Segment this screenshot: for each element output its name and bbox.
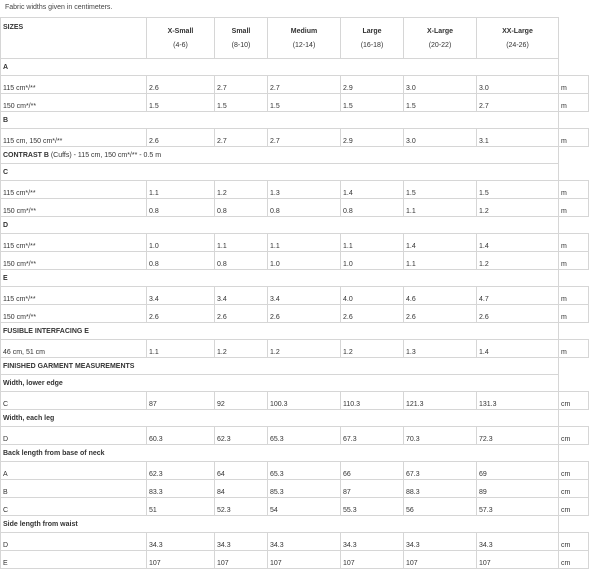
table-cell: 107 bbox=[404, 551, 477, 569]
table-cell: 1.0 bbox=[341, 252, 404, 270]
unit-cell: m bbox=[559, 234, 589, 252]
table-cell: 1.1 bbox=[268, 234, 341, 252]
size-column-header bbox=[477, 18, 559, 59]
unit-cell: m bbox=[559, 94, 589, 112]
size-column-header bbox=[215, 18, 268, 59]
row-label: A bbox=[1, 462, 147, 480]
section-label bbox=[1, 516, 559, 533]
unit-cell: m bbox=[559, 199, 589, 217]
section-label bbox=[1, 410, 559, 427]
unit-blank bbox=[559, 375, 589, 392]
row-label: 115 cm, 150 cm*/** bbox=[1, 129, 147, 147]
table-cell: 66 bbox=[341, 462, 404, 480]
row-label: 150 cm*/** bbox=[1, 305, 147, 323]
table-cell: 1.3 bbox=[268, 181, 341, 199]
table-row bbox=[1, 392, 589, 410]
table-cell: 34.3 bbox=[268, 533, 341, 551]
table-row bbox=[1, 76, 589, 94]
unit-cell: m bbox=[559, 252, 589, 270]
table-cell: 54 bbox=[268, 498, 341, 516]
table-cell: 3.4 bbox=[215, 287, 268, 305]
size-range: (20-22) bbox=[428, 41, 452, 49]
table-cell: 107 bbox=[477, 551, 559, 569]
table-cell: 34.3 bbox=[404, 533, 477, 551]
table-cell: 92 bbox=[215, 392, 268, 410]
table-cell: 67.3 bbox=[341, 427, 404, 445]
table-cell: 1.2 bbox=[341, 340, 404, 358]
table-cell: 2.6 bbox=[341, 305, 404, 323]
table-cell: 57.3 bbox=[477, 498, 559, 516]
row-label: 46 cm, 51 cm bbox=[1, 340, 147, 358]
row-label: 150 cm*/** bbox=[1, 94, 147, 112]
table-cell: 2.7 bbox=[215, 76, 268, 94]
table-cell: 34.3 bbox=[215, 533, 268, 551]
table-cell: 107 bbox=[215, 551, 268, 569]
size-name: X-Small bbox=[167, 27, 194, 35]
unit-cell: m bbox=[559, 181, 589, 199]
table-cell: 1.3 bbox=[404, 340, 477, 358]
table-cell: 2.6 bbox=[477, 305, 559, 323]
section-row bbox=[1, 323, 589, 340]
size-range: (8-10) bbox=[231, 41, 251, 49]
table-cell: 1.5 bbox=[404, 94, 477, 112]
unit-blank bbox=[559, 358, 589, 375]
section-row bbox=[1, 217, 589, 234]
unit-cell: cm bbox=[559, 533, 589, 551]
table-cell: 1.5 bbox=[341, 94, 404, 112]
table-cell: 55.3 bbox=[341, 498, 404, 516]
table-cell: 1.5 bbox=[477, 181, 559, 199]
size-name: Medium bbox=[290, 27, 318, 35]
unit-blank bbox=[559, 112, 589, 129]
row-label: C bbox=[1, 392, 147, 410]
table-cell: 60.3 bbox=[147, 427, 215, 445]
table-cell: 72.3 bbox=[477, 427, 559, 445]
section-row bbox=[1, 445, 589, 462]
table-cell: 1.1 bbox=[341, 234, 404, 252]
table-row bbox=[1, 305, 589, 323]
table-cell: 1.2 bbox=[215, 340, 268, 358]
unit-blank bbox=[559, 217, 589, 234]
table-cell: 2.7 bbox=[477, 94, 559, 112]
unit-cell: cm bbox=[559, 392, 589, 410]
size-range: (24-26) bbox=[506, 41, 529, 49]
section-note: (Cuffs) - 115 cm, 150 cm*/** - 0.5 m bbox=[48, 151, 162, 159]
table-cell: 1.5 bbox=[215, 94, 268, 112]
size-range: (4-6) bbox=[173, 41, 188, 49]
row-label: C bbox=[1, 498, 147, 516]
size-name: Large bbox=[362, 27, 382, 35]
table-cell: 1.4 bbox=[477, 234, 559, 252]
table-cell: 1.2 bbox=[215, 181, 268, 199]
table-cell: 2.9 bbox=[341, 76, 404, 94]
table-cell: 51 bbox=[147, 498, 215, 516]
size-range: (12-14) bbox=[292, 41, 316, 49]
section-label bbox=[1, 445, 559, 462]
table-cell: 1.5 bbox=[147, 94, 215, 112]
table-cell: 62.3 bbox=[215, 427, 268, 445]
section-label bbox=[1, 164, 559, 181]
table-cell: 2.7 bbox=[268, 76, 341, 94]
table-cell: 84 bbox=[215, 480, 268, 498]
section-label bbox=[1, 358, 559, 375]
table-cell: 1.1 bbox=[404, 252, 477, 270]
table-cell: 3.0 bbox=[404, 129, 477, 147]
table-cell: 1.1 bbox=[147, 340, 215, 358]
row-label: D bbox=[1, 427, 147, 445]
table-cell: 110.3 bbox=[341, 392, 404, 410]
unit-cell: m bbox=[559, 305, 589, 323]
unit-blank bbox=[559, 147, 589, 164]
table-cell: 56 bbox=[404, 498, 477, 516]
table-cell: 64 bbox=[215, 462, 268, 480]
section-title: CONTRAST B bbox=[3, 151, 49, 159]
table-row bbox=[1, 551, 589, 569]
row-label: 115 cm*/** bbox=[1, 287, 147, 305]
unit-cell: m bbox=[559, 129, 589, 147]
row-label: E bbox=[1, 551, 147, 569]
section-title: Back length from base of neck bbox=[3, 449, 105, 457]
yardage-table bbox=[0, 17, 589, 569]
unit-blank bbox=[559, 323, 589, 340]
table-cell: 1.5 bbox=[404, 181, 477, 199]
size-name: Small bbox=[231, 27, 251, 35]
table-cell: 2.6 bbox=[404, 305, 477, 323]
section-row bbox=[1, 112, 589, 129]
section-title: FUSIBLE INTERFACING E bbox=[3, 327, 89, 335]
table-cell: 1.2 bbox=[268, 340, 341, 358]
table-cell: 3.4 bbox=[268, 287, 341, 305]
table-cell: 1.4 bbox=[477, 340, 559, 358]
section-label bbox=[1, 147, 559, 164]
table-cell: 52.3 bbox=[215, 498, 268, 516]
section-row bbox=[1, 375, 589, 392]
table-row bbox=[1, 462, 589, 480]
row-label: 115 cm*/** bbox=[1, 234, 147, 252]
section-title: C bbox=[3, 168, 9, 176]
size-column-header bbox=[147, 18, 215, 59]
unit-cell: m bbox=[559, 287, 589, 305]
table-cell: 34.3 bbox=[341, 533, 404, 551]
unit-blank bbox=[559, 270, 589, 287]
row-label: 115 cm*/** bbox=[1, 181, 147, 199]
table-cell: 0.8 bbox=[341, 199, 404, 217]
table-row bbox=[1, 480, 589, 498]
sizes-header: SIZES bbox=[1, 18, 147, 59]
section-title: Width, each leg bbox=[3, 414, 55, 422]
row-label: D bbox=[1, 533, 147, 551]
section-row bbox=[1, 270, 589, 287]
table-cell: 2.6 bbox=[147, 129, 215, 147]
table-cell: 0.8 bbox=[268, 199, 341, 217]
table-cell: 2.6 bbox=[147, 76, 215, 94]
section-title: B bbox=[3, 116, 9, 124]
unit-cell: cm bbox=[559, 427, 589, 445]
table-cell: 1.1 bbox=[215, 234, 268, 252]
table-cell: 2.6 bbox=[268, 305, 341, 323]
table-cell: 70.3 bbox=[404, 427, 477, 445]
table-cell: 69 bbox=[477, 462, 559, 480]
size-column-header bbox=[404, 18, 477, 59]
table-cell: 3.0 bbox=[477, 76, 559, 94]
section-label bbox=[1, 217, 559, 234]
table-row bbox=[1, 94, 589, 112]
unit-blank bbox=[559, 164, 589, 181]
size-column-header bbox=[341, 18, 404, 59]
fabric-width-note: Fabric widths given in centimeters. bbox=[5, 4, 113, 11]
table-cell: 89 bbox=[477, 480, 559, 498]
size-name: X-Large bbox=[426, 27, 454, 35]
table-cell: 0.8 bbox=[215, 199, 268, 217]
row-label: 115 cm*/** bbox=[1, 76, 147, 94]
table-row bbox=[1, 199, 589, 217]
table-cell: 0.8 bbox=[215, 252, 268, 270]
table-cell: 83.3 bbox=[147, 480, 215, 498]
table-cell: 100.3 bbox=[268, 392, 341, 410]
section-title: Side length from waist bbox=[3, 520, 78, 528]
table-cell: 2.6 bbox=[215, 305, 268, 323]
unit-blank bbox=[559, 59, 589, 76]
section-title: D bbox=[3, 221, 9, 229]
table-cell: 87 bbox=[147, 392, 215, 410]
unit-cell: cm bbox=[559, 480, 589, 498]
table-cell: 4.7 bbox=[477, 287, 559, 305]
section-title: FINISHED GARMENT MEASUREMENTS bbox=[3, 362, 135, 370]
table-cell: 1.1 bbox=[404, 199, 477, 217]
table-cell: 131.3 bbox=[477, 392, 559, 410]
table-cell: 65.3 bbox=[268, 427, 341, 445]
table-cell: 65.3 bbox=[268, 462, 341, 480]
table-cell: 3.4 bbox=[147, 287, 215, 305]
table-cell: 62.3 bbox=[147, 462, 215, 480]
section-row bbox=[1, 59, 589, 76]
table-cell: 1.4 bbox=[404, 234, 477, 252]
unit-cell: cm bbox=[559, 551, 589, 569]
table-cell: 4.0 bbox=[341, 287, 404, 305]
table-cell: 0.8 bbox=[147, 252, 215, 270]
table-cell: 1.1 bbox=[147, 181, 215, 199]
section-title: A bbox=[3, 63, 9, 71]
section-row bbox=[1, 410, 589, 427]
unit-cell: cm bbox=[559, 462, 589, 480]
table-cell: 1.2 bbox=[477, 199, 559, 217]
table-cell: 107 bbox=[341, 551, 404, 569]
section-title: Width, lower edge bbox=[3, 379, 63, 387]
row-label: 150 cm*/** bbox=[1, 252, 147, 270]
table-cell: 1.2 bbox=[477, 252, 559, 270]
table-cell: 34.3 bbox=[147, 533, 215, 551]
table-cell: 0.8 bbox=[147, 199, 215, 217]
section-row bbox=[1, 358, 589, 375]
table-cell: 4.6 bbox=[404, 287, 477, 305]
section-label bbox=[1, 59, 559, 76]
table-row bbox=[1, 498, 589, 516]
section-row bbox=[1, 516, 589, 533]
unit-cell: m bbox=[559, 340, 589, 358]
table-row bbox=[1, 234, 589, 252]
table-row bbox=[1, 427, 589, 445]
unit-blank bbox=[559, 410, 589, 427]
table-cell: 1.0 bbox=[268, 252, 341, 270]
section-row bbox=[1, 164, 589, 181]
section-title: E bbox=[3, 274, 8, 282]
table-cell: 2.7 bbox=[268, 129, 341, 147]
table-cell: 2.6 bbox=[147, 305, 215, 323]
unit-blank bbox=[559, 516, 589, 533]
row-label: 150 cm*/** bbox=[1, 199, 147, 217]
size-column-header bbox=[268, 18, 341, 59]
table-cell: 3.1 bbox=[477, 129, 559, 147]
table-cell: 107 bbox=[268, 551, 341, 569]
table-cell: 85.3 bbox=[268, 480, 341, 498]
table-cell: 1.5 bbox=[268, 94, 341, 112]
table-row bbox=[1, 252, 589, 270]
table-cell: 121.3 bbox=[404, 392, 477, 410]
table-cell: 1.4 bbox=[341, 181, 404, 199]
table-cell: 107 bbox=[147, 551, 215, 569]
row-label: B bbox=[1, 480, 147, 498]
size-name: XX-Large bbox=[502, 27, 533, 35]
section-label bbox=[1, 270, 559, 287]
table-row bbox=[1, 129, 589, 147]
table-row bbox=[1, 181, 589, 199]
unit-cell: m bbox=[559, 76, 589, 94]
table-cell: 67.3 bbox=[404, 462, 477, 480]
table-cell: 3.0 bbox=[404, 76, 477, 94]
table-cell: 2.7 bbox=[215, 129, 268, 147]
table-cell: 34.3 bbox=[477, 533, 559, 551]
size-range: (16-18) bbox=[360, 41, 384, 49]
section-row bbox=[1, 147, 589, 164]
section-label bbox=[1, 323, 559, 340]
table-row bbox=[1, 287, 589, 305]
table-row bbox=[1, 340, 589, 358]
table-cell: 1.0 bbox=[147, 234, 215, 252]
unit-cell: cm bbox=[559, 498, 589, 516]
table-cell: 87 bbox=[341, 480, 404, 498]
unit-header bbox=[559, 18, 589, 59]
section-label bbox=[1, 375, 559, 392]
table-header-row bbox=[1, 18, 589, 59]
unit-blank bbox=[559, 445, 589, 462]
section-label bbox=[1, 112, 559, 129]
table-row bbox=[1, 533, 589, 551]
table-cell: 88.3 bbox=[404, 480, 477, 498]
table-cell: 2.9 bbox=[341, 129, 404, 147]
